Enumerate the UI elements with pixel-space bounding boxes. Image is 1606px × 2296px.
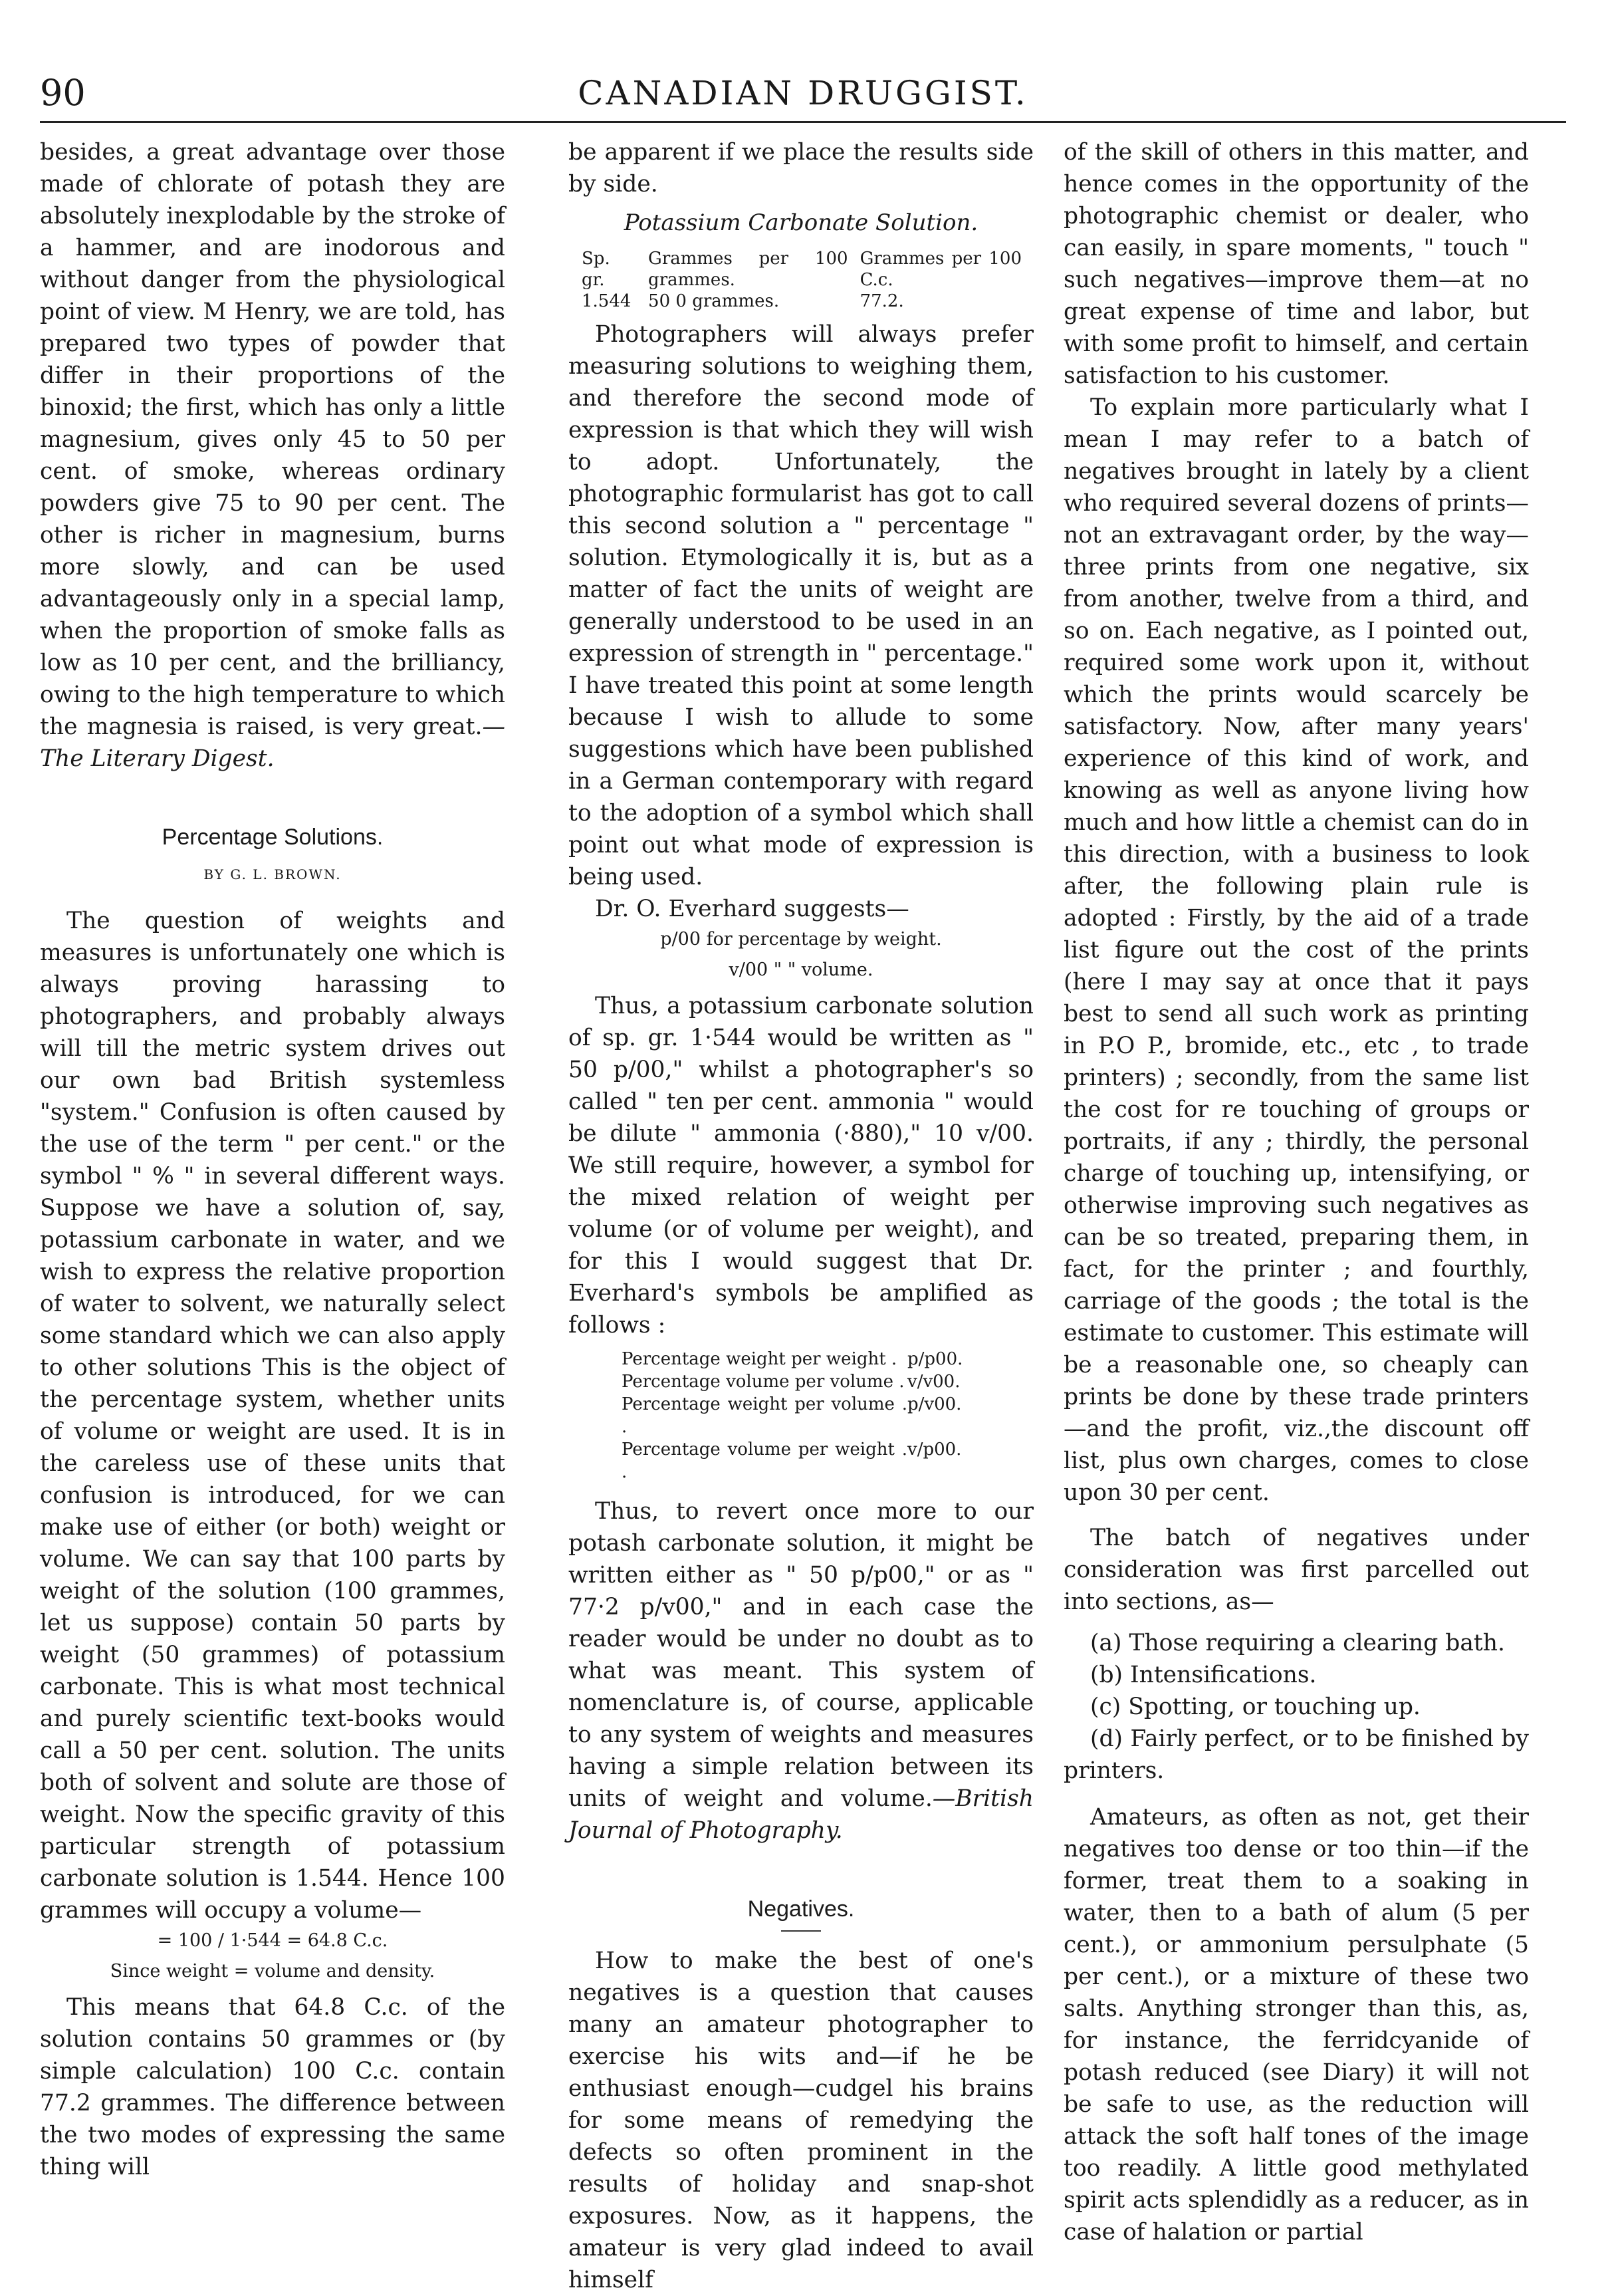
formula: = 100 / 1·544 = 64.8 C.c.	[157, 1930, 388, 1951]
symbol-label: Percentage volume per weight . .	[622, 1440, 907, 1482]
symbol-label: Percentage weight per weight .	[622, 1349, 897, 1369]
paragraph: be apparent if we place the results side by side.	[568, 139, 1034, 197]
byline: BY G. L. BROWN.	[203, 866, 342, 882]
symbol-label: Percentage weight per volume . .	[622, 1394, 907, 1437]
paragraph-text: Thus, to revert once more to our potash carbonate solution, it might be written either as " 50 p/p00," or as " 77·2 p/v00," and in each case the reader would be under no doubt as to what was meant. This system of nomenclature is, of course, applicable to any system of weights and measures having a simple relation between its units of weight and volume.	[568, 1498, 1034, 1812]
table-header-cell: Sp. gr.	[582, 249, 610, 290]
table-title: Potassium Carbonate Solution.	[624, 209, 978, 236]
section-list	[1064, 1627, 1529, 1787]
list-item: (c) Spotting, or touching up.	[1090, 1694, 1421, 1720]
symbol-row	[622, 1438, 1034, 1483]
column-2	[568, 136, 1034, 2293]
symbol-value: p/p00.	[907, 1349, 963, 1369]
paragraph: of the skill of others in this matter, and hence comes in the opportunity of the photographic chemist or dealer, who can easily, in spare moments, " touch " such negatives—improve them—at no great expense of time and labor, but with some profit to himself, and certain satisfaction to his customer.	[1064, 139, 1529, 389]
paragraph: To explain more particularly what I mean I may refer to a batch of negatives brought in lately by a client who required several dozens of prints—not an extravagant order, by the way—three prints from one negative, six from another, twelve from a third, and so on. Each negative, as I pointed out, required some work upon it, without which the prints would scarcely be satisfactory. Now, after many years' experience of this kind of work, and knowing as well as anyone living how much and how little a chemist can do in this direction, with a business to look after, the following plain rule is adopted : Firstly, by the aid of a trade list figure out the cost of the prints (here I may say at once that it pays best to send all such work as printing in P.O P., bromide, etc., etc , to trade printers) ; secondly, from the same list the cost for re touching of groups or portraits, if any ; thirdly, the personal charge of touching up, intensifying, or otherwise improving such negatives as can be so treated, preparing them, in fact, for the printer ; and fourthly, carriage of the goods ; the total is the estimate to customer. This estimate will be a reasonable one, so cheaply can prints be done by these trade printers —and the profit, viz.,the discount off list, plus own charges, comes to close upon 30 per cent.	[1064, 394, 1529, 1506]
paragraph: Dr. O. Everhard suggests—	[595, 896, 909, 922]
source-citation: —British Journal of Photography.	[568, 1785, 1034, 1844]
paragraph: Amateurs, as often as not, get their negatives too dense or too thin—if the former, treat them to a soaking in water, then to a bath of alum (5 per cent.), or ammonium persulphate (5 per cent.), or a mixture of these two salts. Anything stronger than this, as, for instance, the ferridcyanide of potash reduced (see Diary) it will not be safe to use, as the reduction will attack the soft half tones of the image too readily. A little good methylated spirit acts splendidly as a reducer, as in case of halation or partial	[1064, 1804, 1529, 2245]
list-item: (b) Intensifications.	[1090, 1662, 1317, 1688]
table-cell: 77.2.	[860, 291, 904, 311]
paragraph: The question of weights and measures is unfortunately one which is always proving harassing to photographers, and probably always will till the metric system drives out our own bad British systemless "system." Confusion is often caused by the use of the term " per cent." or the symbol " % " in several different ways. Suppose we have a solution of, say, potassium carbonate in water, and we wish to express the relative proportion of water to solvent, we naturally select some standard which we can also apply to other solutions This is the object of the percentage system, whether units of volume or weight are used. It is in the careless use of these units that confusion is introduced, for we can make use of either (or both) weight or volume. We can say that 100 parts by weight of the solution (100 grammes, let us suppose) contain 50 parts by weight (50 grammes) of potassium carbonate. This is what most technical and purely scientific text-books would call a 50 per cent. solution. The units both of solvent and solute are those of weight. Now the specific gravity of this particular strength of potassium carbonate solution is 1.544. Hence 100 grammes will occupy a volume—	[40, 908, 505, 1924]
suggestion-line: v/00 " " volume.	[729, 959, 873, 980]
source-citation: —The Literary Digest.	[40, 713, 505, 772]
symbol-label: Percentage volume per volume .	[622, 1372, 905, 1392]
suggestion-line: p/00 for percentage by weight.	[660, 929, 942, 950]
list-item: (d) Fairly perfect, or to be finished by printers.	[1064, 1725, 1529, 1784]
symbol-row	[622, 1393, 1034, 1438]
paragraph: Thus, a potassium carbonate solution of sp. gr. 1·544 would be written as " 50 p/00," whilst a photographer's so called " ten per cent. ammonia " would be dilute " ammonia (·880)," 10 v/00. We still require, however, a symbol for the mixed relation of weight per volume (or of volume per weight), and for this I would suggest that Dr. Everhard's symbols be amplified as follows :	[568, 993, 1034, 1339]
header-rule	[40, 121, 1566, 123]
paragraph-text: besides, a great advantage over those made of chlorate of potash they are absolutely inexplodable by the stroke of a hammer, and are inodorous and without danger from the physiological point of view. M Henry, we are told, has prepared two types of powder that differ in their proportions of the binoxid; the first, which has only a little magnesium, gives only 45 to 50 per cent. of smoke, whereas ordinary powders give 75 to 90 per cent. The other is richer in magnesium, burns more slowly, and can be used advantageously only in a special lamp, when the proportion of smoke falls as low as 10 per cent, and the brilliancy, owing to the high temperature to which the magnesia is raised, is very great.	[40, 139, 505, 740]
paragraph: The batch of negatives under consideration was first parcelled out into sections, as—	[1064, 1525, 1529, 1615]
list-item: (a) Those requiring a clearing bath.	[1090, 1630, 1505, 1656]
symbol-value: v/v00.	[907, 1372, 961, 1392]
table-cell: 1.544	[582, 291, 631, 311]
symbol-list	[622, 1348, 1034, 1483]
table-header-row	[582, 248, 1034, 291]
table-header-cell: Grammes per 100 C.c.	[860, 249, 1022, 290]
section-title: Percentage Solutions.	[162, 825, 384, 850]
symbol-value: p/v00.	[907, 1394, 962, 1414]
paragraph: Photographers will always prefer measuring solutions to weighing them, and therefore the second mode of expression is that which they will wish to adopt. Unfortunately, the photographic formularist has got to call this second solution a " percentage " solution. Etymologically it is, but as a matter of fact the units of weight are generally understood to be used in an expression of strength in " percentage." I have treated this point at some length because I wish to allude to some suggestions which have been published in a German contemporary with regard to the adoption of a symbol which shall point out what mode of expression is being used.	[568, 321, 1034, 890]
section-rule	[781, 1930, 821, 1932]
page-number: 90	[40, 72, 86, 114]
paragraph	[40, 136, 505, 775]
data-table	[582, 248, 1034, 312]
symbol-row	[622, 1348, 1034, 1370]
formula-note: Since weight = volume and density.	[110, 1961, 435, 1981]
table-cell: 50 0 grammes.	[648, 291, 780, 311]
section-title: Negatives.	[747, 1896, 855, 1922]
paragraph: This means that 64.8 C.c. of the solution contains 50 grammes or (by simple calculation) 100 C.c. contain 77.2 grammes. The difference between the two modes of expressing the same thing will	[40, 1994, 505, 2180]
table-header-cell: Grammes per 100 grammes.	[648, 249, 848, 290]
paragraph: How to make the best of one's negatives is a question that causes many an amateur photographer to exercise his wits and—if he be enthusiast enough—cudgel his brains for some means of remedying the defects so often prominent in the results of holiday and snap-shot exposures. Now, as it happens, the amateur is very glad indeed to avail himself	[568, 1948, 1034, 2293]
symbol-value: v/p00.	[907, 1440, 962, 1460]
page-header	[40, 66, 1566, 120]
paragraph	[568, 1495, 1034, 1847]
table-row	[582, 291, 1034, 312]
column-3	[1064, 136, 1529, 2245]
symbol-row	[622, 1370, 1034, 1393]
running-title: CANADIAN DRUGGIST.	[578, 74, 1028, 112]
column-1	[40, 136, 505, 2180]
